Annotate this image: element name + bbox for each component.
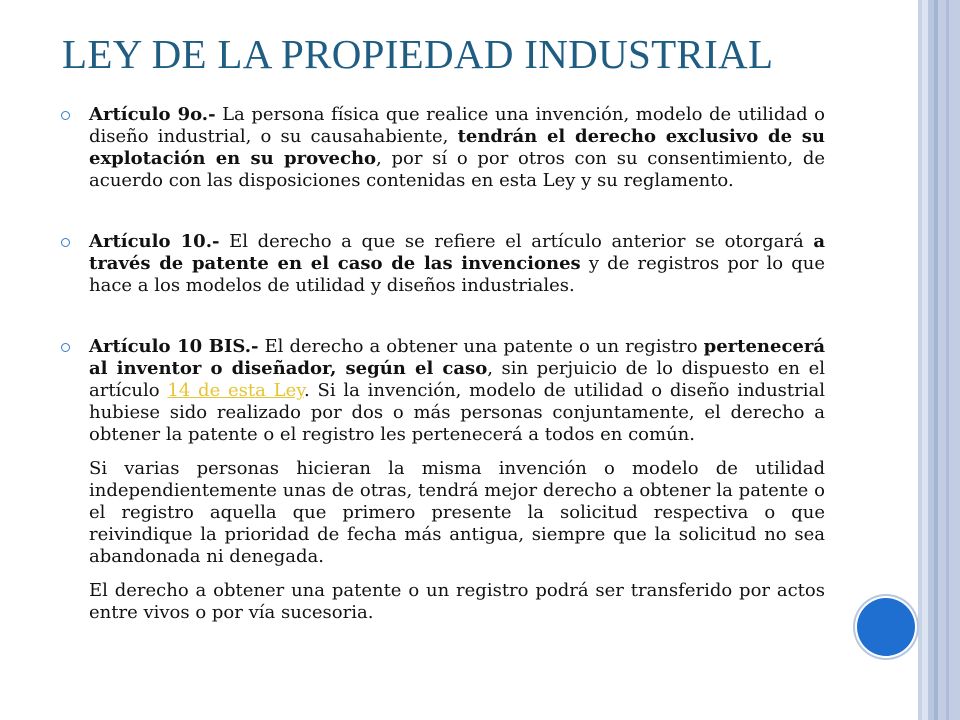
text: El derecho a que se refiere el artículo anterior se otorgará <box>219 231 814 252</box>
bullet-circle-icon <box>61 238 70 247</box>
text: , sin perjuicio de lo dispuesto en el artículo <box>89 358 825 401</box>
paragraph <box>89 336 825 446</box>
paragraph: Si varias personas hicieran la misma invención o modelo de utilidad independientemente unas de otras, tendrá mejor derecho a obtener la patente o el registro aquella que primero presente la solicitud respectiva o que reivindique la prioridad de fecha más antigua, siempre que la solicitud no sea abandonada ni denegada. <box>89 458 825 567</box>
paragraph: El derecho a obtener una patente o un registro podrá ser transferido por actos entre vivos o por vía sucesoria. <box>89 580 825 623</box>
article-heading: Artículo 10 BIS.- <box>89 336 259 357</box>
text: , por sí o por otros con su consentimiento, de acuerdo con las disposiciones contenidas en esta Ley y su reglamento. <box>89 148 825 191</box>
bullet-articulo-9 <box>89 104 825 192</box>
text: y de registros por lo que hace a los modelos de utilidad y diseños industriales. <box>89 253 825 296</box>
bullet-articulo-10-bis <box>89 336 825 624</box>
text: La persona física que realice una invención, modelo de utilidad o diseño industrial, o su causahabiente, <box>89 104 825 147</box>
slide-title: LEY DE LA PROPIEDAD INDUSTRIAL <box>62 31 774 77</box>
article-heading: Artículo 10.- <box>89 231 220 252</box>
paragraph <box>89 231 825 297</box>
bullet-circle-icon <box>61 111 70 120</box>
frame-stripe <box>938 0 960 720</box>
decorative-circle <box>857 598 915 656</box>
bullet-circle-icon <box>61 343 70 352</box>
text: El derecho a obtener una patente o un registro <box>258 336 704 357</box>
emphasis: pertenecerá al inventor o diseñador, según el caso <box>89 336 826 379</box>
paragraph <box>89 104 825 192</box>
frame-stripe <box>946 0 949 720</box>
text: . Si la invención, modelo de utilidad o diseño industrial hubiese sido realizado por dos o más personas conjuntamente, el derecho a obtener la patente o el registro les pertenecerá a todos en común. <box>89 380 825 445</box>
slide-body <box>89 104 825 624</box>
article-heading: Artículo 9o.- <box>89 104 216 125</box>
bullet-articulo-10 <box>89 231 825 297</box>
emphasis: tendrán el derecho exclusivo de su explotación en su provecho <box>89 126 825 169</box>
article-14-link[interactable]: 14 de esta Ley <box>167 380 305 401</box>
emphasis: a través de patente en el caso de las invenciones <box>89 231 825 274</box>
